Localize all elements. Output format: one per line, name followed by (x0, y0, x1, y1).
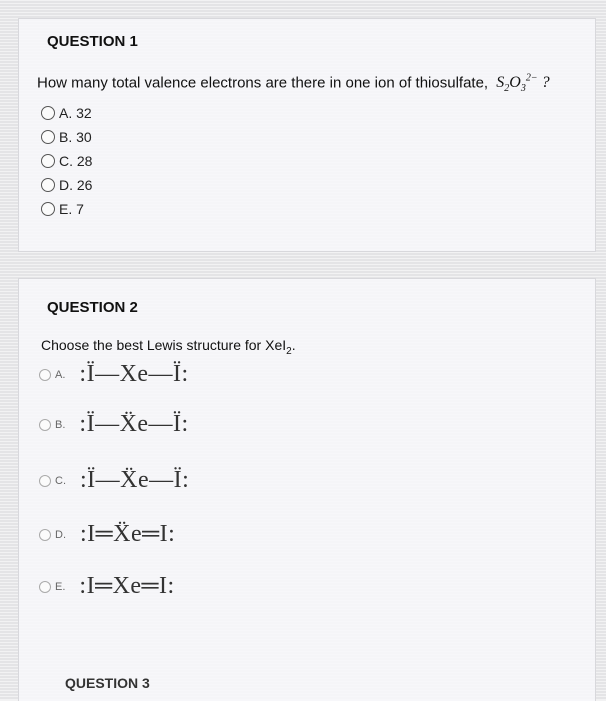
question-2-prompt-sub: 2 (286, 345, 292, 357)
question-1-panel (18, 18, 596, 252)
q1-option-c[interactable] (41, 153, 92, 169)
q2-option-a-label: A. (55, 368, 66, 381)
q1-option-b[interactable] (41, 129, 92, 145)
q2-option-b[interactable] (39, 411, 189, 438)
q1-option-c-label: C. 28 (59, 153, 93, 169)
q1-option-d-label: D. 26 (59, 177, 93, 193)
q2-option-c-label: C. (55, 474, 66, 487)
q2-option-d-structure: :I═Ẍe═I: (80, 521, 176, 547)
q2-option-d-label: D. (55, 528, 66, 541)
question-1-prompt-text: How many total valence electrons are there in one ion of thiosulfate, (37, 74, 489, 92)
thiosulfate-formula (496, 73, 550, 95)
q2-option-e-label: E. (55, 580, 66, 593)
radio-icon[interactable] (39, 475, 51, 487)
formula-o: O (509, 74, 521, 92)
question-2-panel (18, 278, 596, 701)
q1-option-e-label: E. 7 (59, 201, 84, 217)
formula-question-mark: ? (541, 74, 550, 92)
q2-option-c-structure: :Ï—Ẍe—Ï: (80, 467, 190, 493)
q2-option-a-structure: :Ï—Xe—Ï: (79, 361, 189, 387)
q2-option-e-structure: :I═Xe═I: (79, 573, 175, 599)
question-2-prompt (41, 337, 296, 357)
radio-icon[interactable] (41, 154, 55, 168)
q2-option-d[interactable] (39, 521, 175, 548)
radio-icon[interactable] (41, 202, 55, 216)
q1-option-e[interactable] (41, 201, 84, 217)
question-2-title: QUESTION 2 (47, 299, 138, 316)
q1-option-d[interactable] (41, 177, 92, 193)
q2-option-c[interactable] (39, 467, 189, 494)
formula-s: S (496, 74, 505, 92)
question-2-prompt-text: Choose the best Lewis structure for XeI (41, 337, 287, 353)
radio-icon[interactable] (41, 178, 55, 192)
question-1-title: QUESTION 1 (47, 33, 138, 50)
q1-option-b-label: B. 30 (59, 129, 92, 145)
q2-option-e[interactable] (39, 573, 175, 600)
radio-icon[interactable] (39, 369, 51, 381)
radio-icon[interactable] (39, 419, 51, 431)
q1-option-a[interactable] (41, 105, 92, 121)
q2-option-b-label: B. (55, 418, 66, 431)
radio-icon[interactable] (39, 581, 51, 593)
formula-sub-2: 3 (520, 83, 526, 95)
q2-option-b-structure: :Ï—Ẍe—Ï: (79, 411, 189, 437)
formula-sub-1: 2 (504, 83, 510, 95)
q1-option-a-label: A. 32 (59, 105, 92, 121)
question-2-prompt-end: . (291, 337, 296, 353)
formula-charge: 2− (525, 73, 538, 84)
q2-option-a[interactable] (39, 361, 189, 388)
radio-icon[interactable] (41, 130, 55, 144)
question-3-title: QUESTION 3 (65, 675, 150, 691)
radio-icon[interactable] (41, 106, 55, 120)
radio-icon[interactable] (39, 529, 51, 541)
question-1-prompt (37, 73, 550, 95)
